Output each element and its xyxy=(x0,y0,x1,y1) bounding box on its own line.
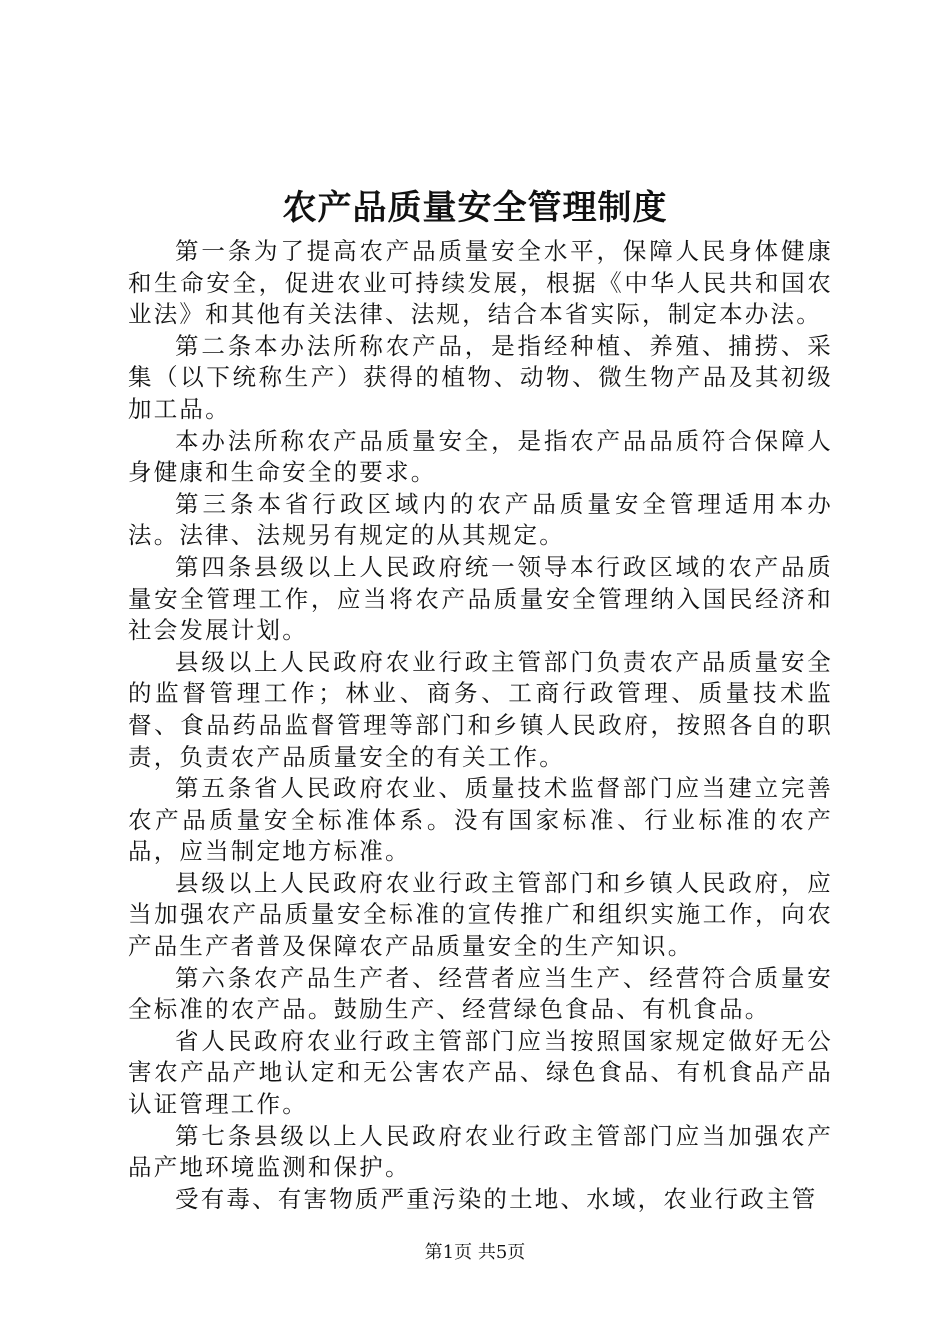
paragraph-article-7-pollution: 受有毒、有害物质严重污染的土地、水域，农业行政主管 xyxy=(175,1184,818,1213)
paragraph-article-6-certification: 省人民政府农业行政主管部门应当按照国家规定做好无公害农产品产地认定和无公害农产品、绿色食品、有机食品产品认证管理工作。 xyxy=(128,1026,833,1119)
paragraph-article-7: 第七条县级以上人民政府农业行政主管部门应当加强农产品产地环境监测和保护。 xyxy=(128,1121,833,1182)
document-title: 农产品质量安全管理制度 xyxy=(282,188,668,228)
paragraph-article-2: 第二条本办法所称农产品，是指经种植、养殖、捕捞、采集（以下统称生产）获得的植物、动物、微生物产品及其初级加工品。 xyxy=(128,331,833,423)
paragraph-article-6: 第六条农产品生产者、经营者应当生产、经营符合质量安全标准的农产品。鼓励生产、经营绿色食品、有机食品。 xyxy=(128,963,833,1024)
paragraph-article-1: 第一条为了提高农产品质量安全水平，保障人民身体健康和生命安全，促进农业可持续发展，根据《中华人民共和国农业法》和其他有关法律、法规，结合本省实际，制定本办法。 xyxy=(128,237,833,329)
paragraph-article-2-definition: 本办法所称农产品质量安全，是指农产品品质符合保障人身健康和生命安全的要求。 xyxy=(128,426,833,487)
paragraph-article-5-promotion: 县级以上人民政府农业行政主管部门和乡镇人民政府，应当加强农产品质量安全标准的宣传推广和组织实施工作，向农产品生产者普及保障农产品质量安全的生产知识。 xyxy=(128,868,833,961)
paragraph-article-5: 第五条省人民政府农业、质量技术监督部门应当建立完善农产品质量安全标准体系。没有国家标准、行业标准的农产品，应当制定地方标准。 xyxy=(128,774,833,866)
paragraph-article-4: 第四条县级以上人民政府统一领导本行政区域的农产品质量安全管理工作，应当将农产品质量安全管理纳入国民经济和社会发展计划。 xyxy=(128,552,833,645)
paragraph-article-3: 第三条本省行政区域内的农产品质量安全管理适用本办法。法律、法规另有规定的从其规定。 xyxy=(128,489,833,550)
document-body xyxy=(128,236,833,1215)
paragraph-article-4-responsibilities: 县级以上人民政府农业行政主管部门负责农产品质量安全的监督管理工作；林业、商务、工商行政管理、质量技术监督、食品药品监督管理等部门和乡镇人民政府，按照各自的职责，负责农产品质量安全的有关工作。 xyxy=(128,647,833,771)
page-footer: 第1页 共5页 xyxy=(424,1242,526,1263)
